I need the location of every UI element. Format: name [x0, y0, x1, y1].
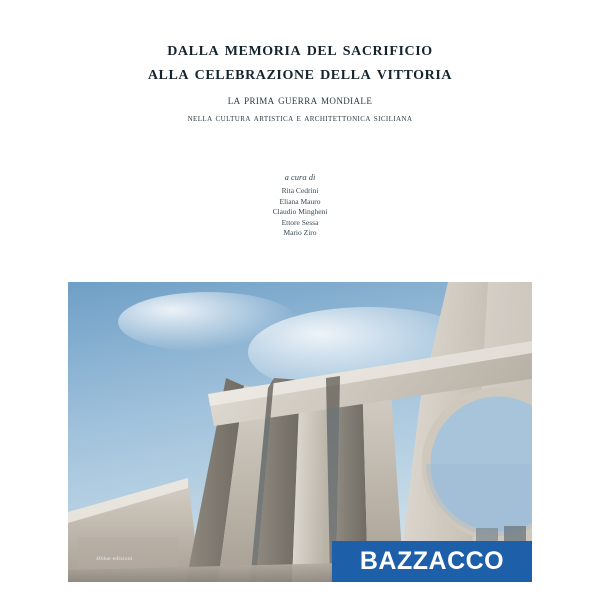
list-item: Mario Ziro [283, 228, 317, 237]
list-item: Eliana Mauro [279, 196, 321, 206]
cover-title-line-2: alla celebrazione della vittoria [147, 63, 453, 84]
list-item: Rita Cedrini [281, 186, 319, 195]
title-block [0, 38, 600, 124]
list-item: Claudio Mingheni [272, 207, 328, 216]
cover-subtitle-line-1: la prima guerra mondiale [227, 93, 373, 107]
publisher-band [332, 541, 532, 582]
editors-block [0, 172, 600, 239]
list-item: Ettore Sessa [281, 217, 319, 227]
cover-title-line-1: dalla memoria del sacrificio [167, 39, 433, 60]
cover-subtitle-line-2: nella cultura artistica e architettonica siciliana [187, 113, 413, 124]
imprint-note: 40due edizioni [96, 556, 133, 562]
cover-photograph [68, 282, 532, 582]
editors-prefix: a cura di [284, 172, 316, 182]
publisher-name: BAZZACCO [359, 547, 505, 575]
